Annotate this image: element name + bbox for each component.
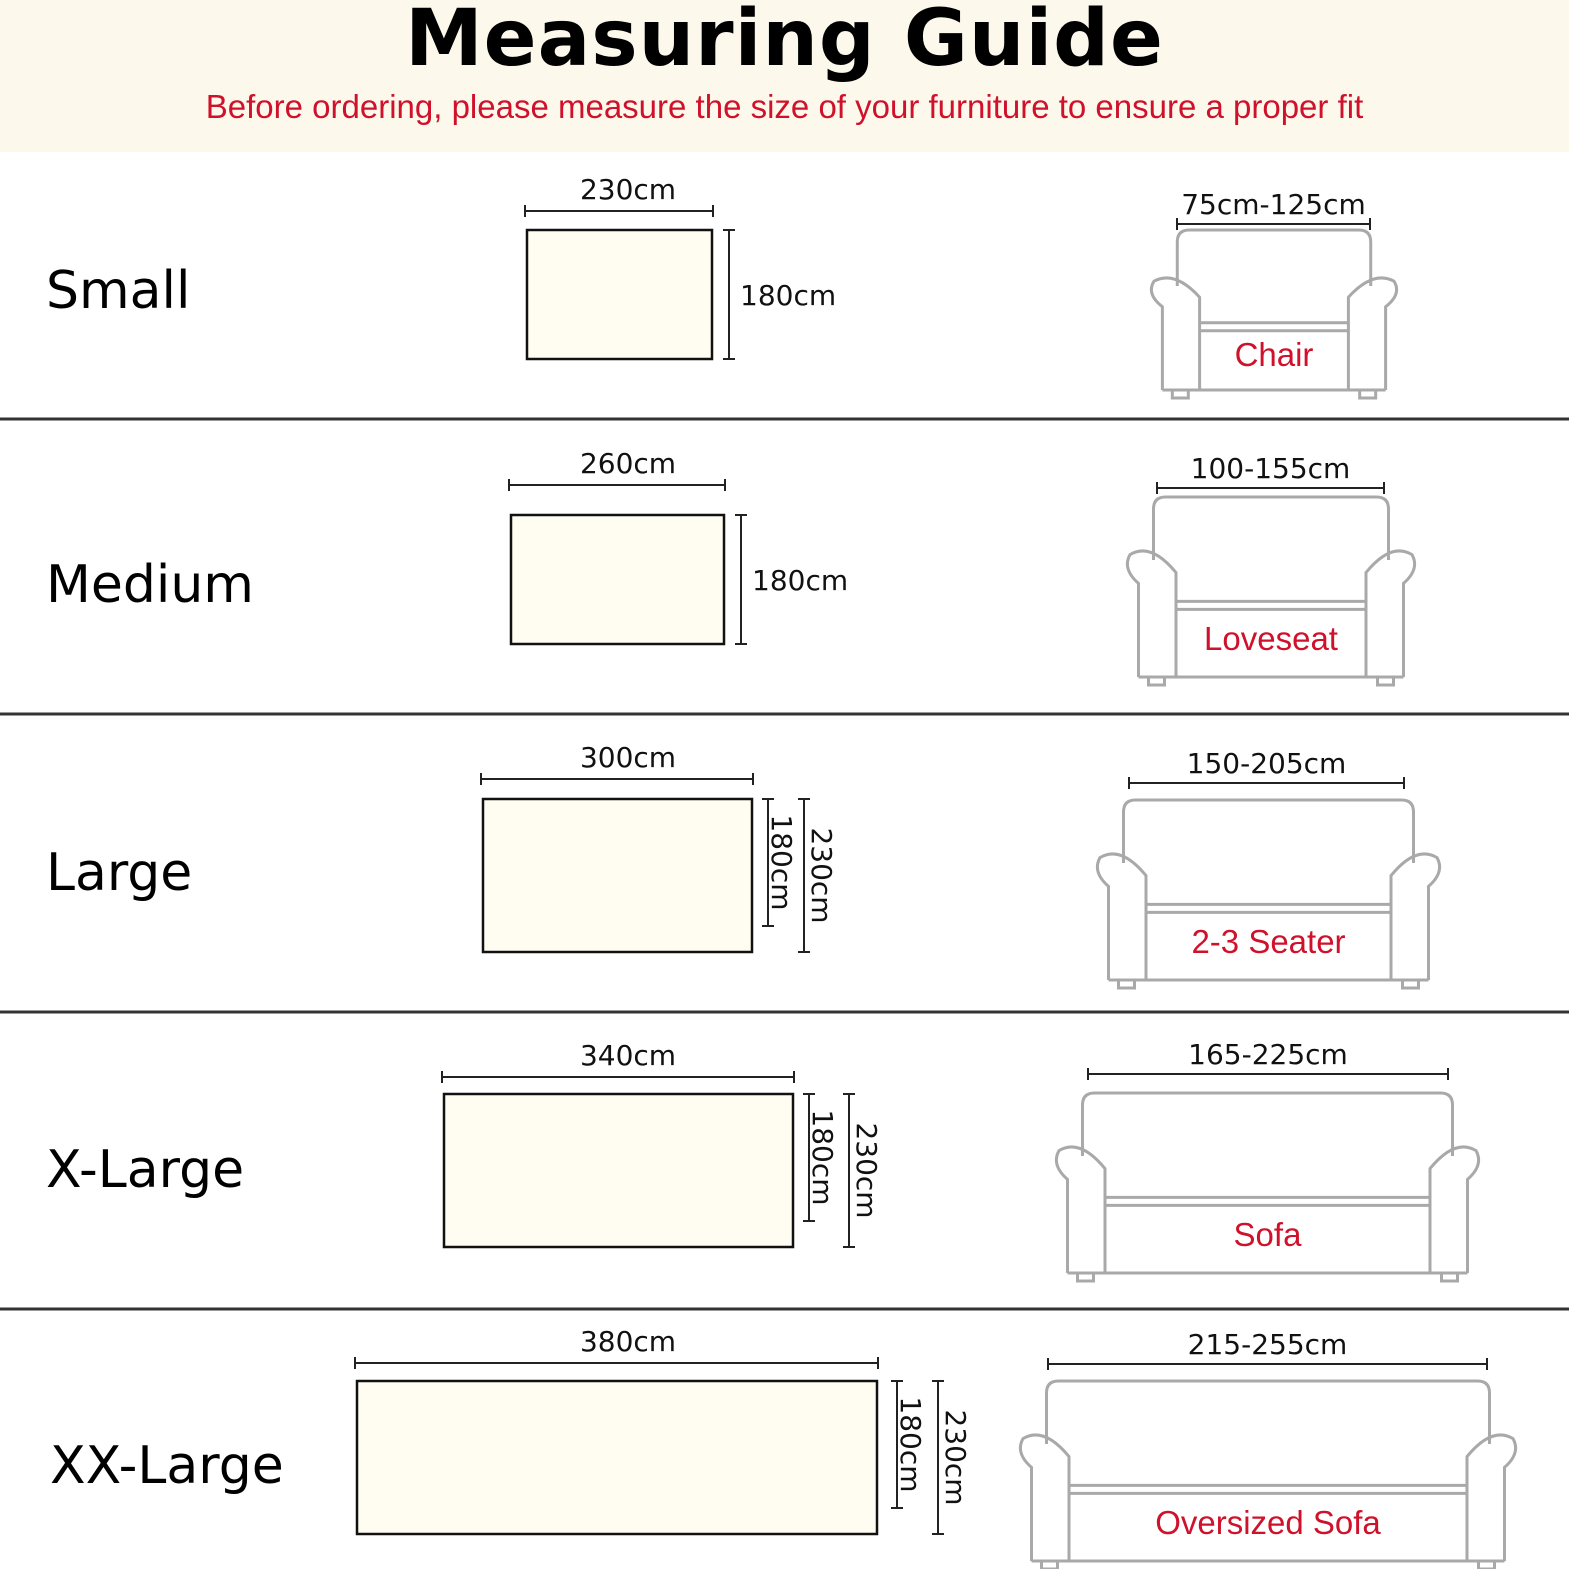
cover-width-label: 260cm [579, 447, 677, 480]
cover-height-label: 180cm [752, 564, 849, 597]
right-arm [1348, 278, 1396, 390]
furniture-width-label: 215-255cm [1187, 1328, 1348, 1361]
furniture-type-label: 2-3 Seater [1191, 923, 1346, 960]
cover-width-label: 300cm [579, 741, 677, 774]
left-leg [1119, 980, 1135, 988]
size-label: Large [46, 843, 193, 903]
right-arm [1391, 854, 1440, 980]
size-label: X-Large [46, 1140, 245, 1200]
cover-height-label-tall: 230cm [805, 827, 838, 924]
backrest [1177, 230, 1370, 286]
right-arm [1366, 551, 1415, 677]
size-label: Small [46, 261, 191, 321]
cover-height-label-tall: 230cm [939, 1409, 972, 1506]
left-arm [1151, 278, 1199, 390]
backrest [1124, 800, 1414, 863]
size-label: XX-Large [50, 1436, 284, 1496]
cover-width-label: 340cm [579, 1039, 677, 1072]
cover-height-label-short: 180cm [806, 1109, 839, 1206]
cover-rectangle [511, 515, 724, 644]
size-label: Medium [46, 555, 254, 615]
right-arm [1467, 1435, 1516, 1561]
cover-height-label-short: 180cm [765, 814, 798, 911]
furniture-width-label: 150-205cm [1186, 747, 1347, 780]
cover-width-label: 230cm [579, 173, 677, 206]
right-leg [1403, 980, 1419, 988]
left-arm [1097, 854, 1146, 980]
cover-width-label: 380cm [579, 1325, 677, 1358]
right-leg [1378, 677, 1394, 685]
furniture-type-label: Loveseat [1204, 620, 1338, 657]
furniture-type-label: Sofa [1233, 1216, 1302, 1253]
page-subtitle: Before ordering, please measure the size of your furniture to ensure a proper fit [205, 88, 1364, 125]
cover-height-label: 180cm [740, 279, 837, 312]
furniture-width-label: 75cm-125cm [1181, 188, 1366, 221]
cover-height-label-tall: 230cm [850, 1122, 883, 1219]
furniture-type-label: Oversized Sofa [1155, 1504, 1381, 1541]
furniture-width-label: 165-225cm [1188, 1038, 1348, 1071]
cover-rectangle [357, 1381, 877, 1534]
left-leg [1172, 390, 1188, 398]
left-leg [1149, 677, 1165, 685]
cover-rectangle [483, 799, 752, 952]
right-leg [1360, 390, 1376, 398]
furniture-type-label: Chair [1234, 336, 1314, 373]
page-title: Measuring Guide [405, 0, 1164, 84]
backrest [1083, 1093, 1453, 1156]
backrest [1047, 1381, 1490, 1444]
right-arm [1430, 1147, 1479, 1273]
furniture-width-label: 100-155cm [1190, 452, 1351, 485]
cover-rectangle [444, 1094, 793, 1247]
cover-rectangle [527, 230, 712, 359]
left-leg [1078, 1273, 1094, 1281]
left-leg [1042, 1561, 1058, 1569]
right-leg [1442, 1273, 1458, 1281]
backrest [1154, 497, 1389, 560]
left-arm [1056, 1147, 1105, 1273]
right-leg [1479, 1561, 1495, 1569]
left-arm [1127, 551, 1176, 677]
left-arm [1020, 1435, 1069, 1561]
cover-height-label-short: 180cm [894, 1396, 927, 1493]
